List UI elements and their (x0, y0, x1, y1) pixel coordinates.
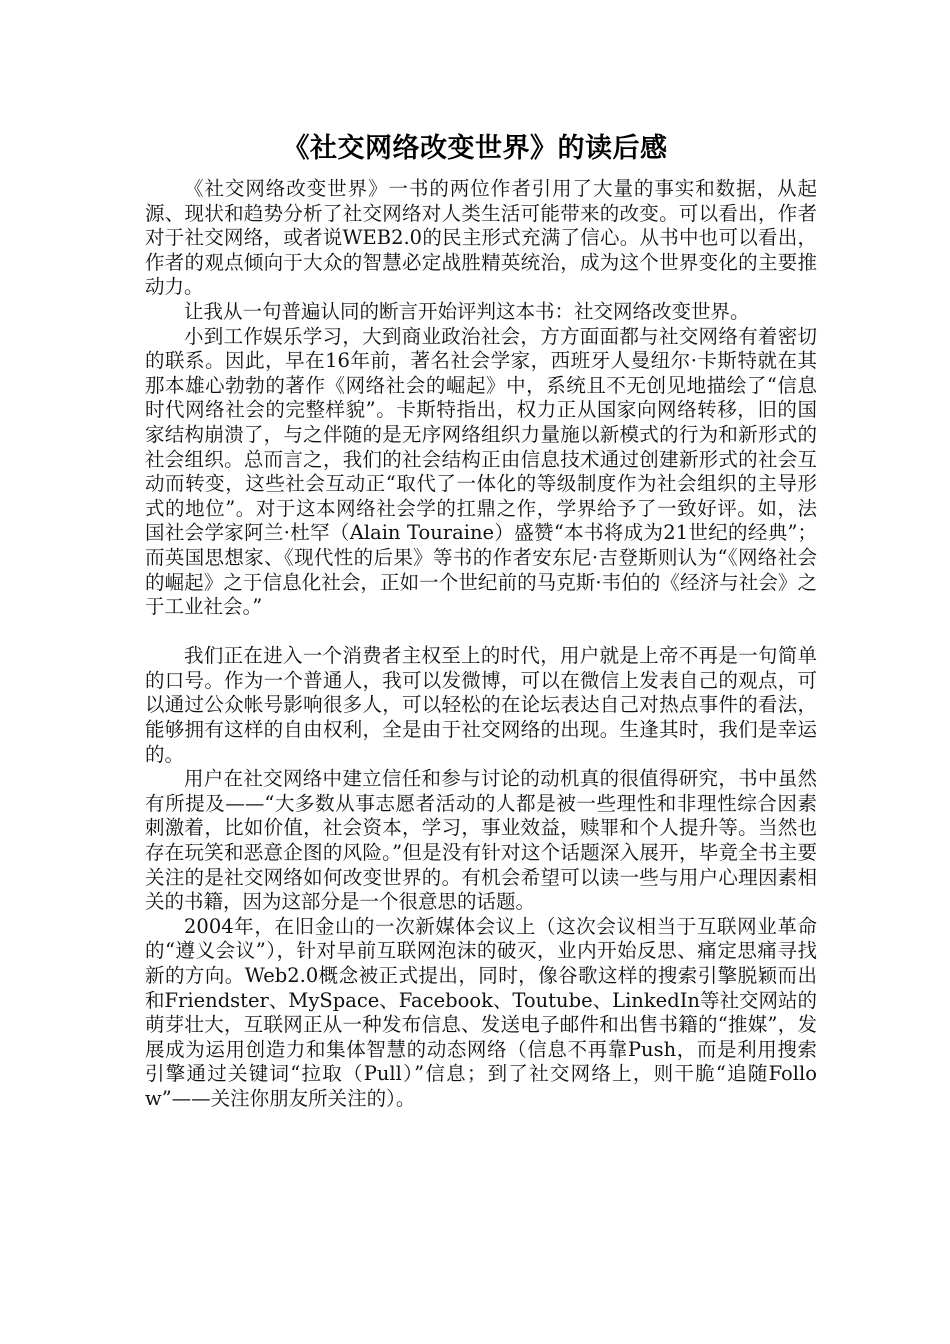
document-body (145, 177, 817, 1112)
paragraph-user-motivation: 用户在社交网络中建立信任和参与讨论的动机真的很值得研究，书中虽然有所提及——“大多数从事志愿者活动的人都是被一些理性和非理性综合因素刺激着，比如价值，社会资本，学习，事业效益，赎罪和个人提升等。当然也存在玩笑和恶意企图的风险。”但是没有针对这个话题深入展开，毕竟全书主要关注的是社交网络如何改变世界的。有机会希望可以读一些与用户心理因素相关的书籍，因为这部分是一个很意思的话题。 (145, 767, 817, 914)
paragraph-consumer-era: 我们正在进入一个消费者主权至上的时代，用户就是上帝不再是一句简单的口号。作为一个普通人，我可以发微博，可以在微信上发表自己的观点，可以通过公众帐号影响很多人，可以轻松的在论坛表达自己对热点事件的看法，能够拥有这样的自由权利，全是由于社交网络的出现。生逢其时，我们是幸运的。 (145, 644, 817, 766)
paragraph-intro: 《社交网络改变世界》一书的两位作者引用了大量的事实和数据，从起源、现状和趋势分析了社交网络对人类生活可能带来的改变。可以看出，作者对于社交网络，或者说WEB2.0的民主形式充满了信心。从书中也可以看出，作者的观点倾向于大众的智慧必定战胜精英统治，成为这个世界变化的主要推动力。 (145, 177, 817, 299)
document-title: 《社交网络改变世界》的读后感 (282, 133, 668, 164)
paragraph-web20-history: 2004年，在旧金山的一次新媒体会议上（这次会议相当于互联网业革命的“遵义会议”），针对早前互联网泡沫的破灭，业内开始反思、痛定思痛寻找新的方向。Web2.0概念被正式提出，同时，像谷歌这样的搜索引擎脱颖而出和Friendster、MySpace、Facebook、Toutube、LinkedIn等社交网站的萌芽壮大，互联网正从一种发布信息、发送电子邮件和出售书籍的“推媒”，发展成为运用创造力和集体智慧的动态网络（信息不再靠Push，而是利用搜索引擎通过关键词“拉取（Pull）”信息；到了社交网络上，则干脆“追随Follow”——关注你朋友所关注的）。 (145, 914, 817, 1110)
paragraph-thesis: 让我从一句普遍认同的断言开始评判这本书：社交网络改变世界。 (184, 299, 750, 323)
paragraph-castells: 小到工作娱乐学习，大到商业政治社会，方方面面都与社交网络有着密切的联系。因此，早在16年前，著名社会学家，西班牙人曼纽尔·卡斯特就在其那本雄心勃勃的著作《网络社会的崛起》中，系统且不无创见地描绘了“信息时代网络社会的完整样貌”。卡斯特指出，权力正从国家向网络转移，旧的国家结构崩溃了，与之伴随的是无序网络组织力量施以新模式的行为和新形式的社会组织。总而言之，我们的社会结构正由信息技术通过创建新形式的社会互动而转变，这些社会互动正“取代了一体化的等级制度作为社会组织的主导形式的地位”。对于这本网络社会学的扛鼎之作，学界给予了一致好评。如，法国社会学家阿兰·杜罕（Alain Touraine）盛赞“本书将成为21世纪的经典”；而英国思想家、《现代性的后果》等书的作者安东尼·吉登斯则认为“《网络社会的崛起》之于信息化社会，正如一个世纪前的马克斯·韦伯的《经济与社会》之于工业社会。” (145, 324, 817, 619)
